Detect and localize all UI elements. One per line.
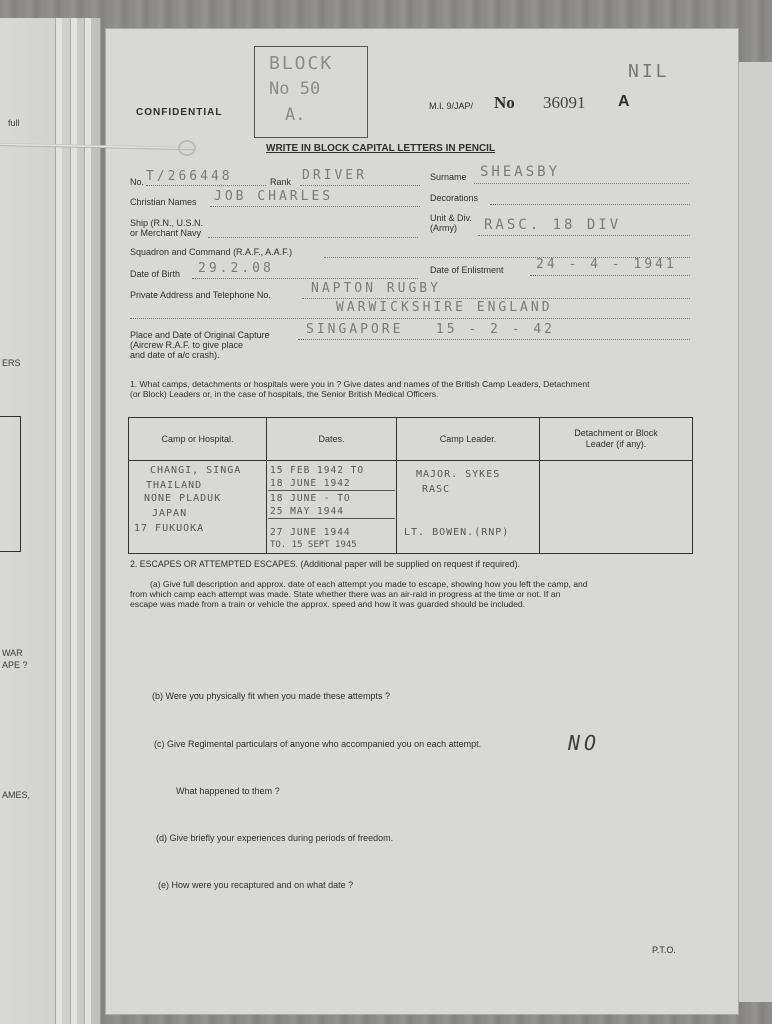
instruction-header: WRITE IN BLOCK CAPITAL LETTERS IN PENCIL [266, 143, 496, 154]
no-label: No. [130, 177, 145, 187]
question-2a-line-1: (a) Give full description and approx. date of each attempt you made to escape, showing how you left the camp, and [150, 579, 588, 589]
leader-entry: RASC [422, 484, 451, 495]
question-2-title: 2. ESCAPES OR ATTEMPTED ESCAPES. (Additional paper will be supplied on request if required). [130, 559, 521, 569]
camp-entry: THAILAND [146, 480, 203, 491]
unit-label-1: Unit & Div. [430, 213, 472, 223]
folder-edge [70, 18, 77, 1024]
enlistment-label: Date of Enlistment [430, 265, 504, 275]
surname-value: SHEASBY [480, 164, 561, 180]
date-entry: 27 JUNE 1944 [270, 527, 351, 538]
leader-entry: MAJOR. SYKES [416, 469, 501, 480]
folder-fragment: WAR [2, 648, 23, 658]
field-line [146, 185, 266, 186]
field-line [302, 298, 690, 299]
camp-entry: CHANGI, SINGA [150, 465, 242, 476]
question-2a-line-3: escape was made from a train or vehicle the approx. speed and how it was guarded should be included. [130, 599, 526, 609]
rank-value: DRIVER [302, 168, 367, 183]
camps-col-header: Camp or Hospital. [129, 418, 267, 461]
dob-value: 29.2.08 [198, 261, 274, 276]
capture-value: SINGAPORE 15 - 2 - 42 [306, 322, 556, 337]
field-line [130, 318, 690, 319]
stamp-line: A. [285, 105, 306, 125]
question-2e: (e) How were you recaptured and on what date ? [158, 880, 354, 890]
form-number: 36091 [543, 93, 586, 112]
camp-entry: JAPAN [152, 508, 188, 519]
stamp-line: BLOCK [269, 53, 334, 74]
question-1-line-1: 1. What camps, detachments or hospitals were you in ? Give dates and names of the British Camp Leaders, Detachment [130, 379, 590, 389]
christian-names-label: Christian Names [130, 197, 197, 207]
date-entry: TO. 15 SEPT 1945 [270, 540, 357, 550]
stamp-line: No 50 [269, 79, 321, 99]
christian-names-value: JOB CHARLES [214, 189, 334, 204]
capture-label-3: and date of a/c crash). [130, 350, 220, 360]
enlistment-value: 24 - 4 - 1941 [536, 257, 677, 272]
confidential-label: CONFIDENTIAL [136, 107, 223, 118]
rank-label: Rank [270, 177, 292, 187]
block-stamp [254, 46, 368, 138]
address-line-2: WARWICKSHIRE ENGLAND [336, 300, 553, 315]
camp-entry: NONE PLADUK [144, 493, 222, 504]
nil-annotation: NIL [628, 61, 670, 82]
folder-fragment: APE ? [2, 660, 28, 670]
folder-fragment: AMES, [2, 790, 31, 800]
ship-label-2: or Merchant Navy [130, 228, 202, 238]
dob-label: Date of Birth [130, 269, 181, 279]
question-2a-line-2: from which camp each attempt was made. State whether there was an air-raid in progress at the time or not. If an [130, 589, 561, 599]
decorations-label: Decorations [430, 193, 479, 203]
camps-col-header: Dates. [267, 418, 397, 461]
date-entry: 15 FEB 1942 TO [270, 465, 365, 476]
camps-cell [129, 461, 267, 554]
question-2c-answer: NO [568, 731, 601, 755]
pow-questionnaire-form [105, 28, 739, 1015]
detachment-cell [540, 461, 693, 554]
address-line-1: NAPTON RUGBY [311, 281, 441, 296]
field-line [490, 204, 690, 205]
field-line [530, 275, 690, 276]
string-knot [178, 140, 196, 156]
date-entry: 18 JUNE - TO [270, 493, 351, 504]
form-code: M.I. 9/JAP/ [429, 101, 474, 111]
date-entry: 18 JUNE 1942 [268, 477, 395, 491]
unit-value: RASC. 18 DIV [484, 217, 622, 233]
pto-label: P.T.O. [652, 945, 676, 955]
camp-entry: 17 FUKUOKA [134, 523, 205, 534]
address-label: Private Address and Telephone No. [130, 290, 271, 300]
capture-label-2: (Aircrew R.A.F. to give place [130, 340, 244, 350]
form-suffix: A [618, 93, 630, 110]
folder-edge [84, 18, 91, 1024]
camps-col-header: Detachment or Block Leader (if any). [540, 418, 693, 461]
folder-box [0, 416, 21, 552]
folder-edge [55, 18, 62, 1024]
camps-table [128, 417, 693, 554]
field-line [208, 237, 418, 238]
adjacent-folder [0, 18, 101, 1024]
leader-cell [397, 461, 540, 554]
question-1-line-2: (or Block) Leaders or, in the case of hospitals, the Senior British Medical Officers. [130, 389, 439, 399]
date-entry: 25 MAY 1944 [268, 505, 395, 519]
field-line [300, 185, 420, 186]
field-line [298, 339, 690, 340]
field-line [192, 278, 418, 279]
question-2c: (c) Give Regimental particulars of anyone who accompanied you on each attempt. [154, 739, 482, 749]
number-label: No [494, 93, 515, 112]
question-2c-followup: What happened to them ? [176, 786, 280, 796]
field-line [478, 235, 690, 236]
surname-label: Surname [430, 172, 467, 182]
folder-fragment: full [8, 118, 20, 128]
capture-label-1: Place and Date of Original Capture [130, 330, 270, 340]
squadron-label: Squadron and Command (R.A.F., A.A.F.) [130, 247, 293, 257]
question-2d: (d) Give briefly your experiences during periods of freedom. [156, 833, 394, 843]
field-line [210, 206, 420, 207]
camps-col-header: Camp Leader. [397, 418, 540, 461]
ship-label-1: Ship (R.N., U.S.N. [130, 218, 204, 228]
dates-cell [267, 461, 397, 554]
no-value: T/266448 [146, 169, 233, 184]
unit-label-2: (Army) [430, 223, 457, 233]
question-2b: (b) Were you physically fit when you made these attempts ? [152, 691, 390, 701]
leader-entry: LT. BOWEN.(RNP) [404, 527, 510, 538]
folder-fragment: ERS [2, 358, 21, 368]
field-line [474, 183, 689, 184]
